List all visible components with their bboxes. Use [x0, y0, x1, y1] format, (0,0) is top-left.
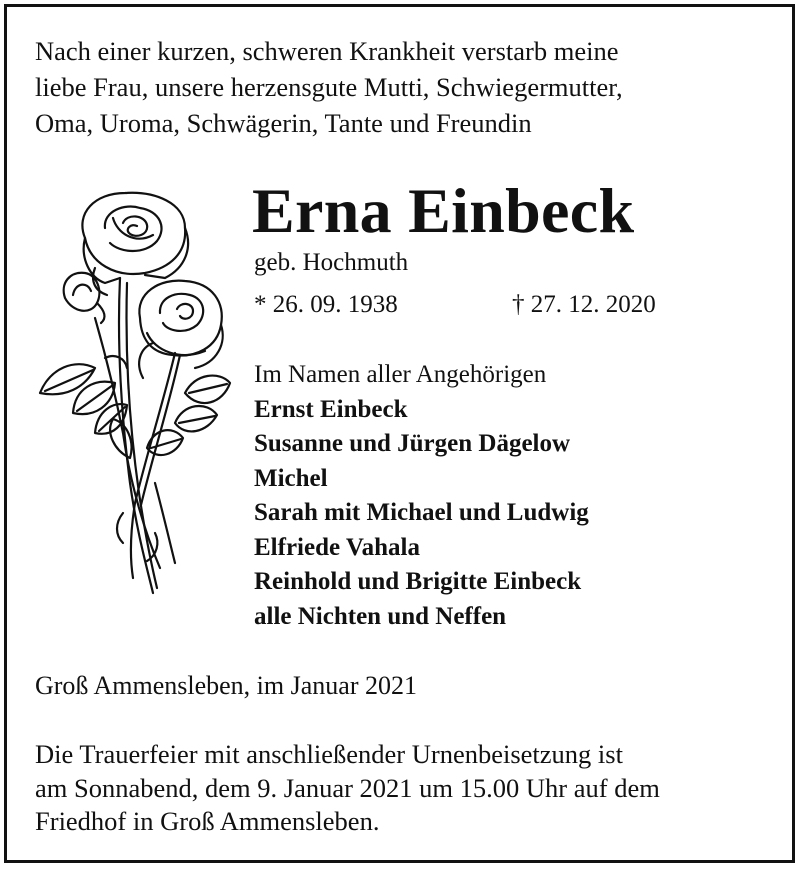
intro-text	[35, 33, 767, 141]
funeral-details	[35, 738, 767, 839]
deceased-name: Erna Einbeck	[252, 175, 635, 246]
mourner-name: Reinhold und Brigitte Einbeck	[254, 568, 582, 595]
mourner-name: Sarah mit Michael und Ludwig	[254, 499, 589, 526]
intro-line: Oma, Uroma, Schwägerin, Tante und Freundin	[35, 108, 532, 138]
obituary-notice	[4, 4, 795, 863]
mourner-name: Ernst Einbeck	[254, 395, 408, 423]
death-date: † 27. 12. 2020	[512, 291, 656, 318]
birth-date: * 26. 09. 1938	[254, 291, 398, 318]
mourners-intro: Im Namen aller Angehörigen	[254, 361, 547, 388]
mourners-list	[254, 358, 589, 634]
intro-line: liebe Frau, unsere herzensgute Mutti, Schwiegermutter,	[35, 72, 623, 102]
place-date: Groß Ammensleben, im Januar 2021	[35, 671, 417, 700]
intro-line: Nach einer kurzen, schweren Krankheit verstarb meine	[35, 36, 619, 66]
roses-icon	[35, 183, 240, 603]
mourner-name: Michel	[254, 464, 328, 492]
mourner-name: Susanne und Jürgen Dägelow	[254, 430, 571, 457]
mourner-name: alle Nichten und Neffen	[254, 602, 507, 630]
mourner-name: Elfriede Vahala	[254, 533, 420, 561]
funeral-line: Friedhof in Groß Ammensleben.	[35, 806, 380, 836]
funeral-line: am Sonnabend, dem 9. Januar 2021 um 15.00 Uhr auf dem	[35, 772, 660, 803]
birth-name: geb. Hochmuth	[254, 249, 409, 276]
funeral-line: Die Trauerfeier mit anschließender Urnenbeisetzung ist	[35, 739, 623, 769]
